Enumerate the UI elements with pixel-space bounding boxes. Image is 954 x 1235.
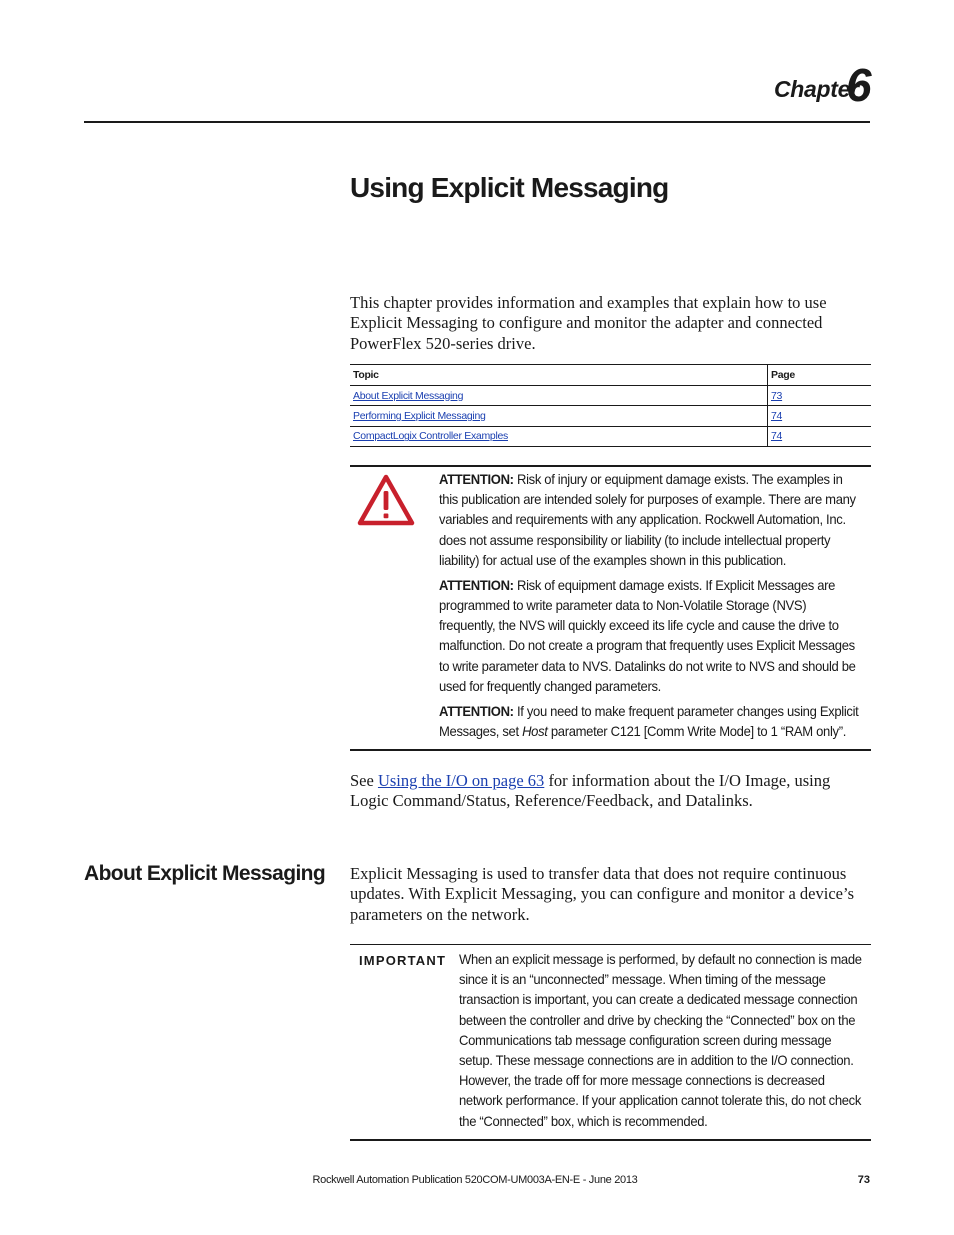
see-paragraph: See Using the I/O on page 63 for information about the I/O Image, using Logic Command/Status, Reference/Feedback, and Datalinks. bbox=[350, 771, 831, 811]
chapter-number: 6 bbox=[846, 59, 872, 111]
warning-triangle-icon bbox=[357, 474, 415, 526]
attention-notes bbox=[439, 470, 861, 747]
footer-publication: Rockwell Automation Publication 520COM-UM003A-EN-E - June 2013 bbox=[312, 1174, 638, 1186]
topic-column-header: Topic bbox=[350, 365, 768, 386]
table-header-row bbox=[350, 365, 871, 386]
topic-link[interactable]: Performing Explicit Messaging bbox=[353, 410, 486, 423]
footer-page-number: 73 bbox=[857, 1174, 870, 1186]
header-rule bbox=[84, 121, 870, 123]
page-link[interactable]: 74 bbox=[771, 410, 783, 423]
page-link[interactable]: 74 bbox=[771, 430, 783, 443]
section-body: Explicit Messaging is used to transfer data that does not require continuous updates. With Explicit Messaging, you can configure and monitor a device’s parameters on the network. bbox=[350, 864, 854, 924]
intro-paragraph: This chapter provides information and examples that explain how to use Explicit Messaging to configure and monitor the adapter and connected PowerFlex 520-series drive. bbox=[350, 293, 827, 353]
attention-top-rule bbox=[350, 465, 871, 467]
important-label: IMPORTANT bbox=[359, 953, 447, 968]
attention-note: ATTENTION: Risk of injury or equipment damage exists. The examples in this publication are intended solely for purposes of example. There are many variables and requirements with any application. Rockwell Automation, Inc. does not assume responsibility or liability (to include intellectual property liability) for actual use of the examples shown in this publication. bbox=[439, 472, 856, 568]
topic-link[interactable]: CompactLogix Controller Examples bbox=[353, 430, 508, 443]
attention-note: ATTENTION: Risk of equipment damage exists. If Explicit Messages are programmed to write parameter data to Non-Volatile Storage (NVS) frequently, the NVS will quickly exceed its life cycle and cause the drive to malfunction. Do not create a program that frequently uses Explicit Messages to write parameter data to NVS. Datalinks do not write to NVS and should be used for frequently changed parameters. bbox=[439, 577, 856, 694]
topic-table bbox=[350, 364, 871, 447]
topic-link[interactable]: About Explicit Messaging bbox=[353, 389, 464, 402]
io-page-link[interactable]: Using the I/O on page 63 bbox=[377, 771, 545, 790]
table-row bbox=[350, 426, 871, 446]
page-column-header: Page bbox=[768, 365, 872, 386]
attention-bottom-rule bbox=[350, 749, 871, 751]
table-row bbox=[350, 406, 871, 426]
table-row bbox=[350, 386, 871, 406]
page-link[interactable]: 73 bbox=[771, 389, 783, 402]
important-bottom-rule bbox=[350, 1139, 871, 1141]
section-heading: About Explicit Messaging bbox=[84, 862, 326, 885]
chapter-label: Chapter bbox=[774, 76, 859, 102]
important-top-rule bbox=[350, 944, 871, 945]
important-text: When an explicit message is performed, by default no connection is made since it is an “unconnected” message. When timing of the message transaction is important, you can create a dedicated message connection between the controller and drive by checking the “Connected” box on the Communications tab message configuration screen during message setup. These message connections are in addition to the I/O connection. However, the trade off for more message connections is decreased network performance. If your application cannot tolerate this, do not check the “Connected” box, which is recommended. bbox=[459, 952, 862, 1129]
page-title: Using Explicit Messaging bbox=[350, 172, 669, 203]
attention-note: ATTENTION: If you need to make frequent parameter changes using Explicit Messages, set Host parameter C121 [Comm Write Mode] to 1 “RAM only”. bbox=[439, 703, 859, 740]
